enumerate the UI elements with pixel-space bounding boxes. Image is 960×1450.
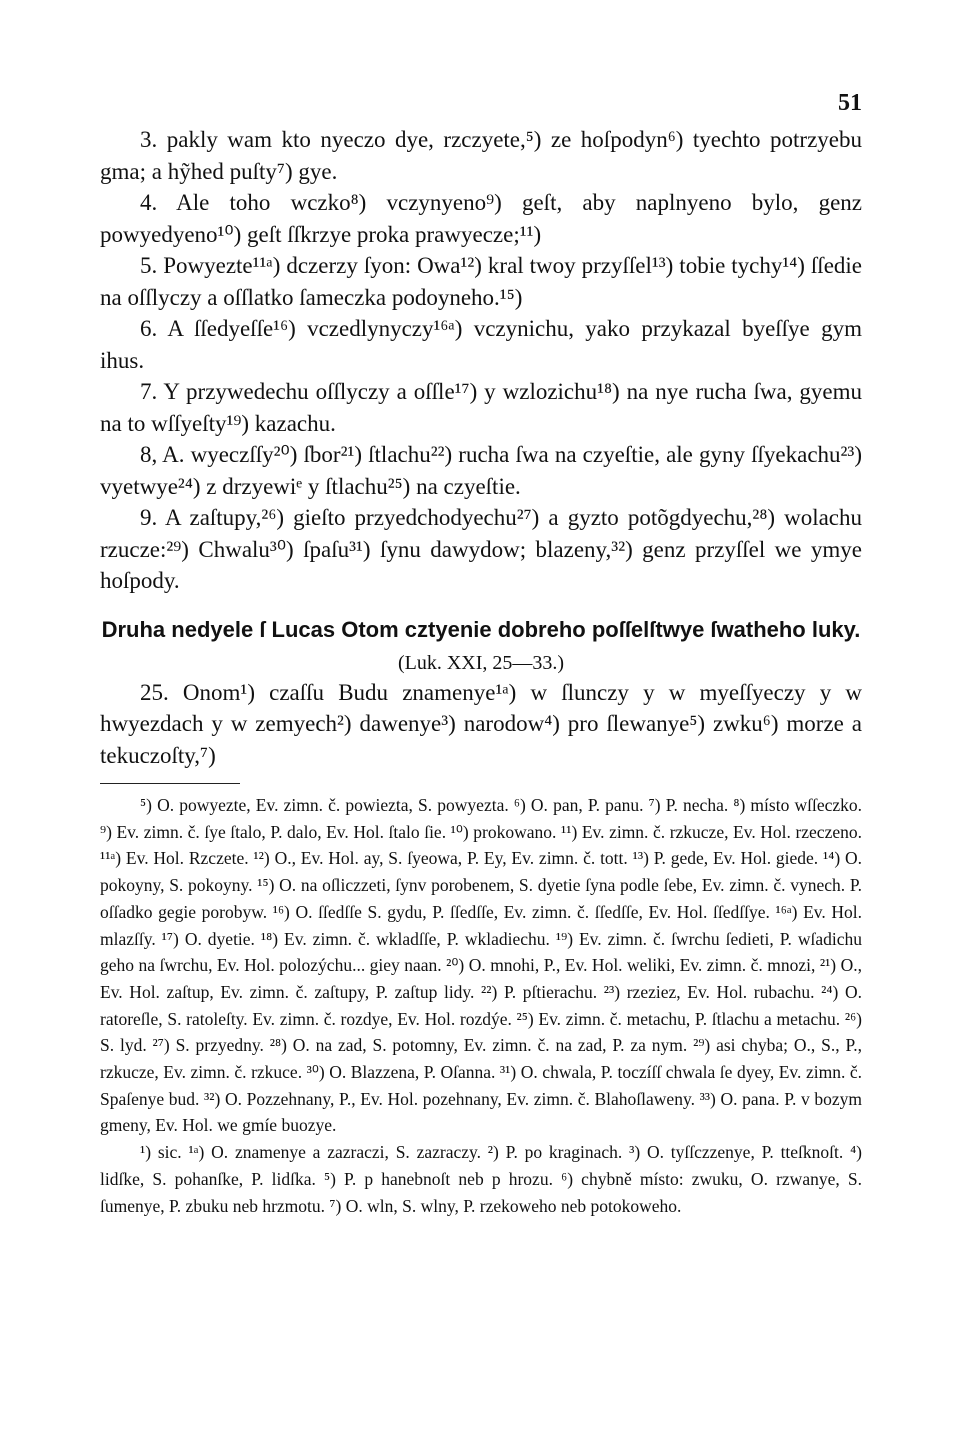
verse-6: 6. A ſſedyeſſe¹⁶) vczedlynyczy¹⁶ᵃ) vczynichu, yako przykazal byeſſye gym ihus. — [100, 316, 862, 373]
verse-8: 8, A. wyeczſſy²⁰) ſbor²¹) ſtlachu²²) rucha ſwa na czyeſtie, ale gyny ſſyekachu²³) vyetwye²⁴) z drzyewiᵉ y ſtlachu²⁵) na czyeſtie. — [100, 442, 862, 499]
footnotes-second: ¹) sic. ¹ᵃ) O. znamenye a zazraczi, S. zazraczy. ²) P. po kraginach. ³) O. tyſſczzenye, P. tteſknoſt. ⁴) lidſke, S. pohanſke, P. lidſka. ⁵) P. p hanebnoſt neb p hrozu. ⁶) chybně místo: zwuku, O. rzwanye, S. ſumenye, P. zbuku neb hrzmotu. ⁷) O. wln, S. wlny, P. rzekoweho neb potokoweho. — [100, 1142, 862, 1216]
verse-25: 25. Onom¹) czaſſu Budu znamenye¹ᵃ) w ſlunczy y w myeſſyeczy y w hwyezdach y w zemyech²) dawenye³) narodow⁴) pro ſlewanye⁵) zwku⁶) morze a tekuczoſty,⁷) — [100, 679, 862, 768]
section-heading: Druha nedyele ſ Lucas Otom cztyenie dobreho poſſelſtwye ſwatheho luky. — [101, 616, 861, 642]
verse-7: 7. Y przywedechu oſſlyczy a oſſle¹⁷) y wzlozichu¹⁸) na nye rucha ſwa, gyemu na to wſſyeſty¹⁹) kazachu. — [100, 379, 862, 436]
verse-3: 3. pakly wam kto nyeczo dye, rzczyete,⁵) ze hoſpodyn⁶) tyechto potrzyebu gma; a hỹhed puſty⁷) gye. — [100, 127, 862, 184]
verse-9: 9. A zaſtupy,²⁶) gieſto przyedchodyechu²⁷) a gyzto potõgdyechu,²⁸) wolachu rzucze:²⁹) Chwalu³⁰) ſpaſu³¹) ſynu dawydow; blazeny,³²) genz przyſſel we ymye hoſpody. — [100, 505, 862, 593]
verses-bottom — [100, 677, 862, 772]
page-number: 51 — [838, 90, 862, 116]
page — [100, 88, 862, 1219]
footnote-divider — [100, 783, 240, 784]
footnotes — [100, 792, 862, 1219]
verse-4: 4. Ale toho wczko⁸) vczynyeno⁹) geſt, aby naplnyeno bylo, genz powyedyeno¹⁰) geſt ſſkrzye proka prawyecze;¹¹) — [100, 190, 862, 247]
verse-5: 5. Powyezte¹¹ᵃ) dczerzy ſyon: Owa¹²) kral twoy przyſſel¹³) tobie tychy¹⁴) ſſedie na oſſlyczy a oſſlatko ſameczka podoyneho.¹⁵) — [100, 253, 862, 310]
section-reference: (Luk. XXI, 25—33.) — [397, 651, 565, 674]
footnotes-first: ⁵) O. powyezte, Ev. zimn. č. powiezta, S. powyezta. ⁶) O. pan, P. panu. ⁷) P. necha. ⁸) místo wſſeczko. ⁹) Ev. zimn. č. ſye ſtalo, P. dalo, Ev. Hol. ſtalo ſie. ¹⁰) prokowano. ¹¹) Ev. zimn. č. rzkucze, Ev. Hol. rzeczeno. ¹¹ᵃ) Ev. Hol. Rzczete. ¹²) O., Ev. Hol. ay, S. ſyeowa, P. Ey, Ev. zimn. č. tott. ¹³) P. gede, Ev. Hol. giede. ¹⁴) O. pokoyny, S. pokoyny. ¹⁵) O. na oſliczzeti, ſynv porobenem, S. dyetie ſyna podle ſebe, Ev. zimn. č. vynech. P. oſſadko gegie porobyw. ¹⁶) O. ſſedſſe S. gydu, P. ſſedſſe, Ev. zimn. č. ſſedſſe, Ev. Hol. ſſedſſye. ¹⁶ᵃ) Ev. Hol. mlazſſy. ¹⁷) O. dyetie. ¹⁸) Ev. zimn. č. wkladſſe, P. wkladiechu. ¹⁹) Ev. zimn. č. ſwrchu ſedieti, P. wſadichu geho na ſwrchu, Ev. Hol. polozýchu... giey naan. ²⁰) O. mnohi, P., Ev. Hol. weliki, Ev. zimn. č. mnozi, ²¹) O., Ev. Hol. zaſtup, Ev. zimn. č. zaſtupy, P. zaſtup lidy. ²²) P. pſtierachu. ²³) rzeziez, Ev. Hol. rubachu. ²⁴) O. ratoreſle, S. ratoleſty. Ev. zimn. č. rozdye, Ev. Hol. rozdýe. ²⁵) Ev. zimn. č. metachu, P. ſtlachu a metachu. ²⁶) S. lyd. ²⁷) S. przyedny. ²⁸) O. na zad, S. potomny, Ev. zimn. č. na zad, P. za nym. ²⁹) asi chyba; O., S., P., rzkucze, Ev. zimn. č. rzkuce. ³⁰) O. Blazzena, P. Oſanna. ³¹) O. chwala, P. toczíſſ chwala ſe dyey, Ev. zimn. č. Spaſenye bud. ³²) O. Pozzehnany, P., Ev. Hol. pozehnany, Ev. zimn. č. Blahoſlaweny. ³³) O. pana. P. v bozym gmeny, Ev. Hol. we gmíe buozye. — [100, 795, 862, 1136]
verses-top — [100, 124, 862, 597]
